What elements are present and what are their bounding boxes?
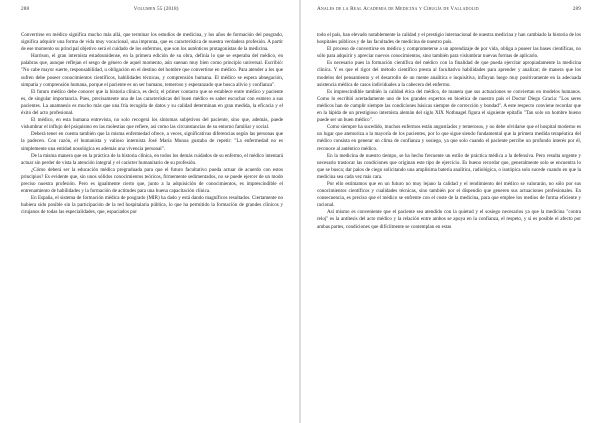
- paragraph: Es necesario pues la formación científica del médico con la finalidad de que pueda ejercitar apropiadamente la medicina clínica. Y es que el rigor del método científico presta al facultativo habilidades para aprender y analizar; de manera que los modelos del pensamiento y el desarrollo de un mente analítica e inquisitiva, influyan luego muy positivamente en la adecuada asistencia médica de casos individuales a la cabecera del enfermo.: [317, 60, 581, 88]
- paragraph: En España, el sistema de formación médica de posgrado (MIR) ha dado y está dando magníficos resultados. Ciertamente no hubiera sido posible sin la participación de la red hospitalaria pública, lo que ha permitido la formación de grandes clínicos y cirujanos de todas las especialidades, que, espaciados por: [21, 195, 283, 216]
- paragraph: En la medicina de nuestro tiempo, se ha hecho frecuente un estilo de práctica médica a la defensiva. Pero resulta urgente y necesario trastocar las condiciones que originan este tipo de ejercicio. Es bueno recordar que, generalmente solo se encuentra lo que se busca; dar palos de ciego solicitando una amplísima batería analítica, radiológica, o isotópica solo sucede cuando en que la medicina sea cada vez más cara.: [317, 152, 581, 180]
- left-running-head: [21, 6, 283, 13]
- right-page-number: 289: [572, 6, 581, 12]
- left-page-number: 288: [21, 6, 30, 12]
- left-page: [0, 0, 299, 423]
- paragraph: El médico, en esta humana entrevista, no solo recogerá los síntomas subjetivos del paciente, sino que, además, puede vislumbrar el influjo del psiquismo en las molestias que refiere, así como las circunstancias de su entorno familiar y social.: [21, 117, 283, 131]
- right-page: [301, 0, 600, 423]
- paragraph: El futuro médico debe conocer que la historia clínica, es decir, el primer contacto que se establece entre médico y paciente es, de singular importancia. Pues, precisamente una de las características del buen médico es saber escuchar con esmero a sus pacientes. La anamnesis es mucho más que una fría recogida de datos y su calidad determinan en gran medida, la eficacia y el éxito del acto profesional.: [21, 88, 283, 117]
- right-running-head: [317, 6, 581, 13]
- left-body-text: [21, 32, 283, 216]
- paragraph: De la misma manera que en la práctica de la historia clínica, en todos los demás cuidados de su enfermo, el médico intentará actuar sin perder de vista la atención integral y el carácter humanitario de su profesión.: [21, 152, 283, 166]
- paragraph: Deberá tener en cuenta también que la misma enfermedad ofrece, a veces, significativas diferencias según las personas que la padecen. Con razón, el humanista y valioso internista José María Munoa gustaba de repetir: "La enfermedad no es simplemente una entidad nosológica es además una vivencia personal".: [21, 131, 283, 152]
- paragraph: Así mismo es conveniente que el paciente sea atendido con la quietud y el sosiego necesarios ya que la medicina "contra reloj" es la antítesis del acto médico y la relación entre ambos se apoya en la confianza, el respeto, y si es posible el afecto por ambas partes, condiciones que difícilmente se contemplan en estas: [317, 209, 581, 230]
- paragraph: Por ello estimamos que en un futuro no muy lejano la calidad y el rendimiento del médico se valorarán, no sólo por sus conocimientos científicos y cualidades técnicas, sino también por el dispendio que generen sus actuaciones profesionales. En consecuencia, es preciso que el médico se enfrente con el coste de la medicina, para que emplee los medios de forma eficiente y racional.: [317, 180, 581, 209]
- paragraph: Como siempre ha sucedido, muchos enfermos están angustiados y temerosos, y no debe olvidarse que el hospital moderno es un lugar que atemoriza a la mayoría de los pacientes, por lo que sigue siendo fundamental que la primera medida terapéutica del médico consista en generar un clima de confianza y sosiego, ya que solo cuando el paciente percibe un profundo interés por él, reconoce al auténtico médico.: [317, 124, 581, 152]
- paragraph: Convertirse en médico significa mucho más allá, que terminar los estudios de medicina, y los años de formación del posgrado, significa adquirir una forma de vida muy vocacional, una impronta, que es característica de nuestra verdadera profesión. A partir de ese momento su principal objetivo será el cuidado de los enfermos, que son los auténticos protagonistas de la medicina.: [21, 32, 283, 53]
- paragraph: ¿Cómo deberá ser la educación médica pregraduada para que el futuro facultativo pueda actuar de acuerdo con estos principios? Es evidente que, sin unos sólidos conocimientos teóricos, firmemente sedimentados, no se puede ejercer de un modo preciso nuestra profesión. Pero es igualmente cierto que, junto a la adquisición de conocimientos, es imprescindible el entrenamiento de habilidades y la formación de actitudes para una buena capacitación clínica.: [21, 166, 283, 195]
- right-running-title: Anales de la Real Academia de Medicina y Cirugía de Valladolid: [317, 6, 479, 12]
- paragraph: Harrison, el gran internista estadounidense, en la primera edición de su obra, definía lo que se esperaba del médico, en palabras que, aunque reflejan el sesgo de género de aquel momento, aún suenan muy bien como principio universal. Escribió: "No cabe mayor suerte, responsabilidad, u obligación en el destino del hombre que convertirse en médico. Para atender a los que sufren debe poseer conocimientos científicos, habilidades técnicas, y comprensión humana. El médico se espera abnegación, simpatía y comprensión humana, porque el paciente es un ser humano, temeroso y esperanzado que busca alivio y confianza".: [21, 53, 283, 88]
- paragraph: todo el país, han elevado notablemente la calidad y el prestigio internacional de nuestra medicina y han cambiado la historia de los hospitales públicos y de las facultades de medicina de nuestro país.: [317, 32, 581, 46]
- paragraph: El proceso de convertirse en médico y comprometerse a un aprendizaje de por vida, obliga a poseer las bases científicas, no sólo para adquirir y apreciar nuevos conocimientos, sino también para vislumbrar nuevas formas de aplicarlo.: [317, 46, 581, 60]
- left-running-title: Volumen 55 (2018): [133, 6, 179, 12]
- paragraph: Es imprescindible también la calidad ética del médico, de manera que sus actuaciones se conviertan en modelos humanos. Como lo escribió acertadamente uno de los grandes expertos en bioética de nuestro país el Doctor Diego Gracia: "Los seres médicos han de cumplir siempre las condiciones básicas siempre de corrección y bondad". A este respecto conviene recordar que en la lápida de un prestigioso internista alemán del siglo XIX Nothnagel figura el siguiente epitafio "Tan solo un hombre bueno puede ser un buen médico".: [317, 88, 581, 124]
- right-body-text: [317, 32, 581, 231]
